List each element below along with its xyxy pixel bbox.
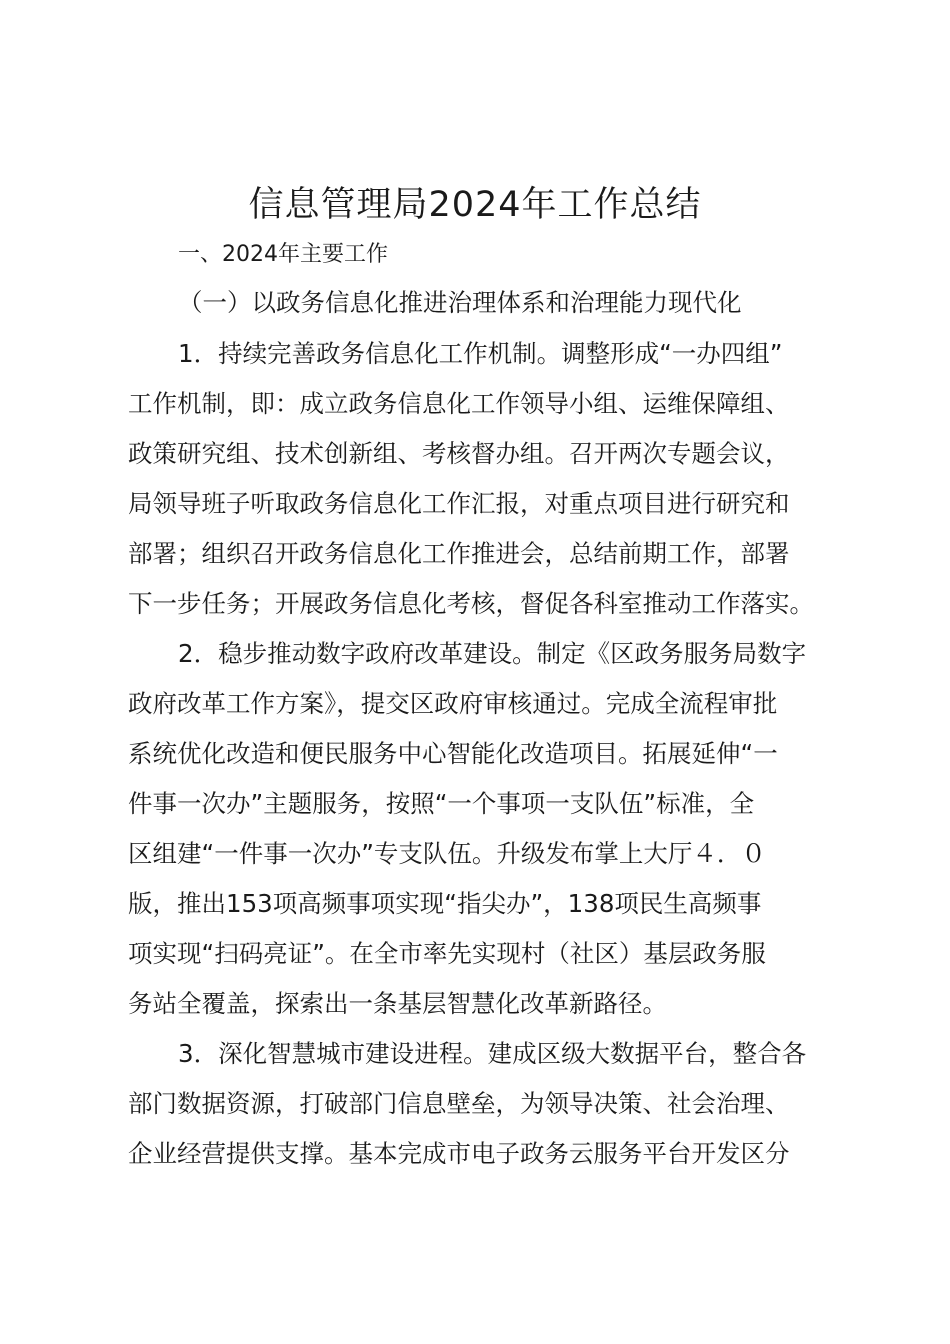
paragraph-3-line-3: 企业经营提供支撑。基本完成市电子政务云服务平台开发区分 — [128, 1139, 790, 1168]
paragraph-2-line-8: 务站全覆盖，探索出一条基层智慧化改革新路径。 — [128, 989, 667, 1018]
paragraph-3-line-2: 部门数据资源，打破部门信息壁垒，为领导决策、社会治理、 — [128, 1089, 790, 1118]
paragraph-1-line-4: 局领导班子听取政务信息化工作汇报，对重点项目进行研究和 — [128, 489, 790, 518]
paragraph-1-line-5: 部署；组织召开政务信息化工作推进会，总结前期工作，部署 — [128, 539, 790, 568]
paragraph-2-line-4: 件事一次办”主题服务，按照“一个事项一支队伍”标准，全 — [128, 789, 755, 818]
paragraph-2-line-1: 2．稳步推动数字政府改革建设。制定《区政务服务局数字 — [178, 639, 807, 668]
paragraph-1-line-3: 政策研究组、技术创新组、考核督办组。召开两次专题会议， — [128, 439, 790, 468]
section-heading: 一、2024年主要工作 — [178, 242, 388, 267]
subsection-heading: （一）以政务信息化推进治理体系和治理能力现代化 — [178, 288, 742, 317]
document-title: 信息管理局2024年工作总结 — [248, 185, 702, 225]
paragraph-2-line-3: 系统优化改造和便民服务中心智能化改造项目。拓展延伸“一 — [128, 739, 778, 768]
paragraph-1-line-2: 工作机制，即：成立政务信息化工作领导小组、运维保障组、 — [128, 389, 790, 418]
paragraph-2-line-2: 政府改革工作方案》，提交区政府审核通过。完成全流程审批 — [128, 689, 778, 718]
paragraph-2-line-5: 区组建“一件事一次办”专支队伍。升级发布掌上大厅４．０ — [128, 839, 766, 868]
paragraph-1-line-6: 下一步任务；开展政务信息化考核，督促各科室推动工作落实。 — [128, 589, 814, 618]
paragraph-2-line-6: 版，推出153项高频事项实现“指尖办”，138项民生高频事 — [128, 889, 762, 918]
paragraph-2-line-7: 项实现“扫码亮证”。在全市率先实现村（社区）基层政务服 — [128, 939, 766, 968]
paragraph-1-line-1: 1．持续完善政务信息化工作机制。调整形成“一办四组” — [178, 339, 783, 368]
paragraph-3-line-1: 3．深化智慧城市建设进程。建成区级大数据平台，整合各 — [178, 1039, 807, 1068]
